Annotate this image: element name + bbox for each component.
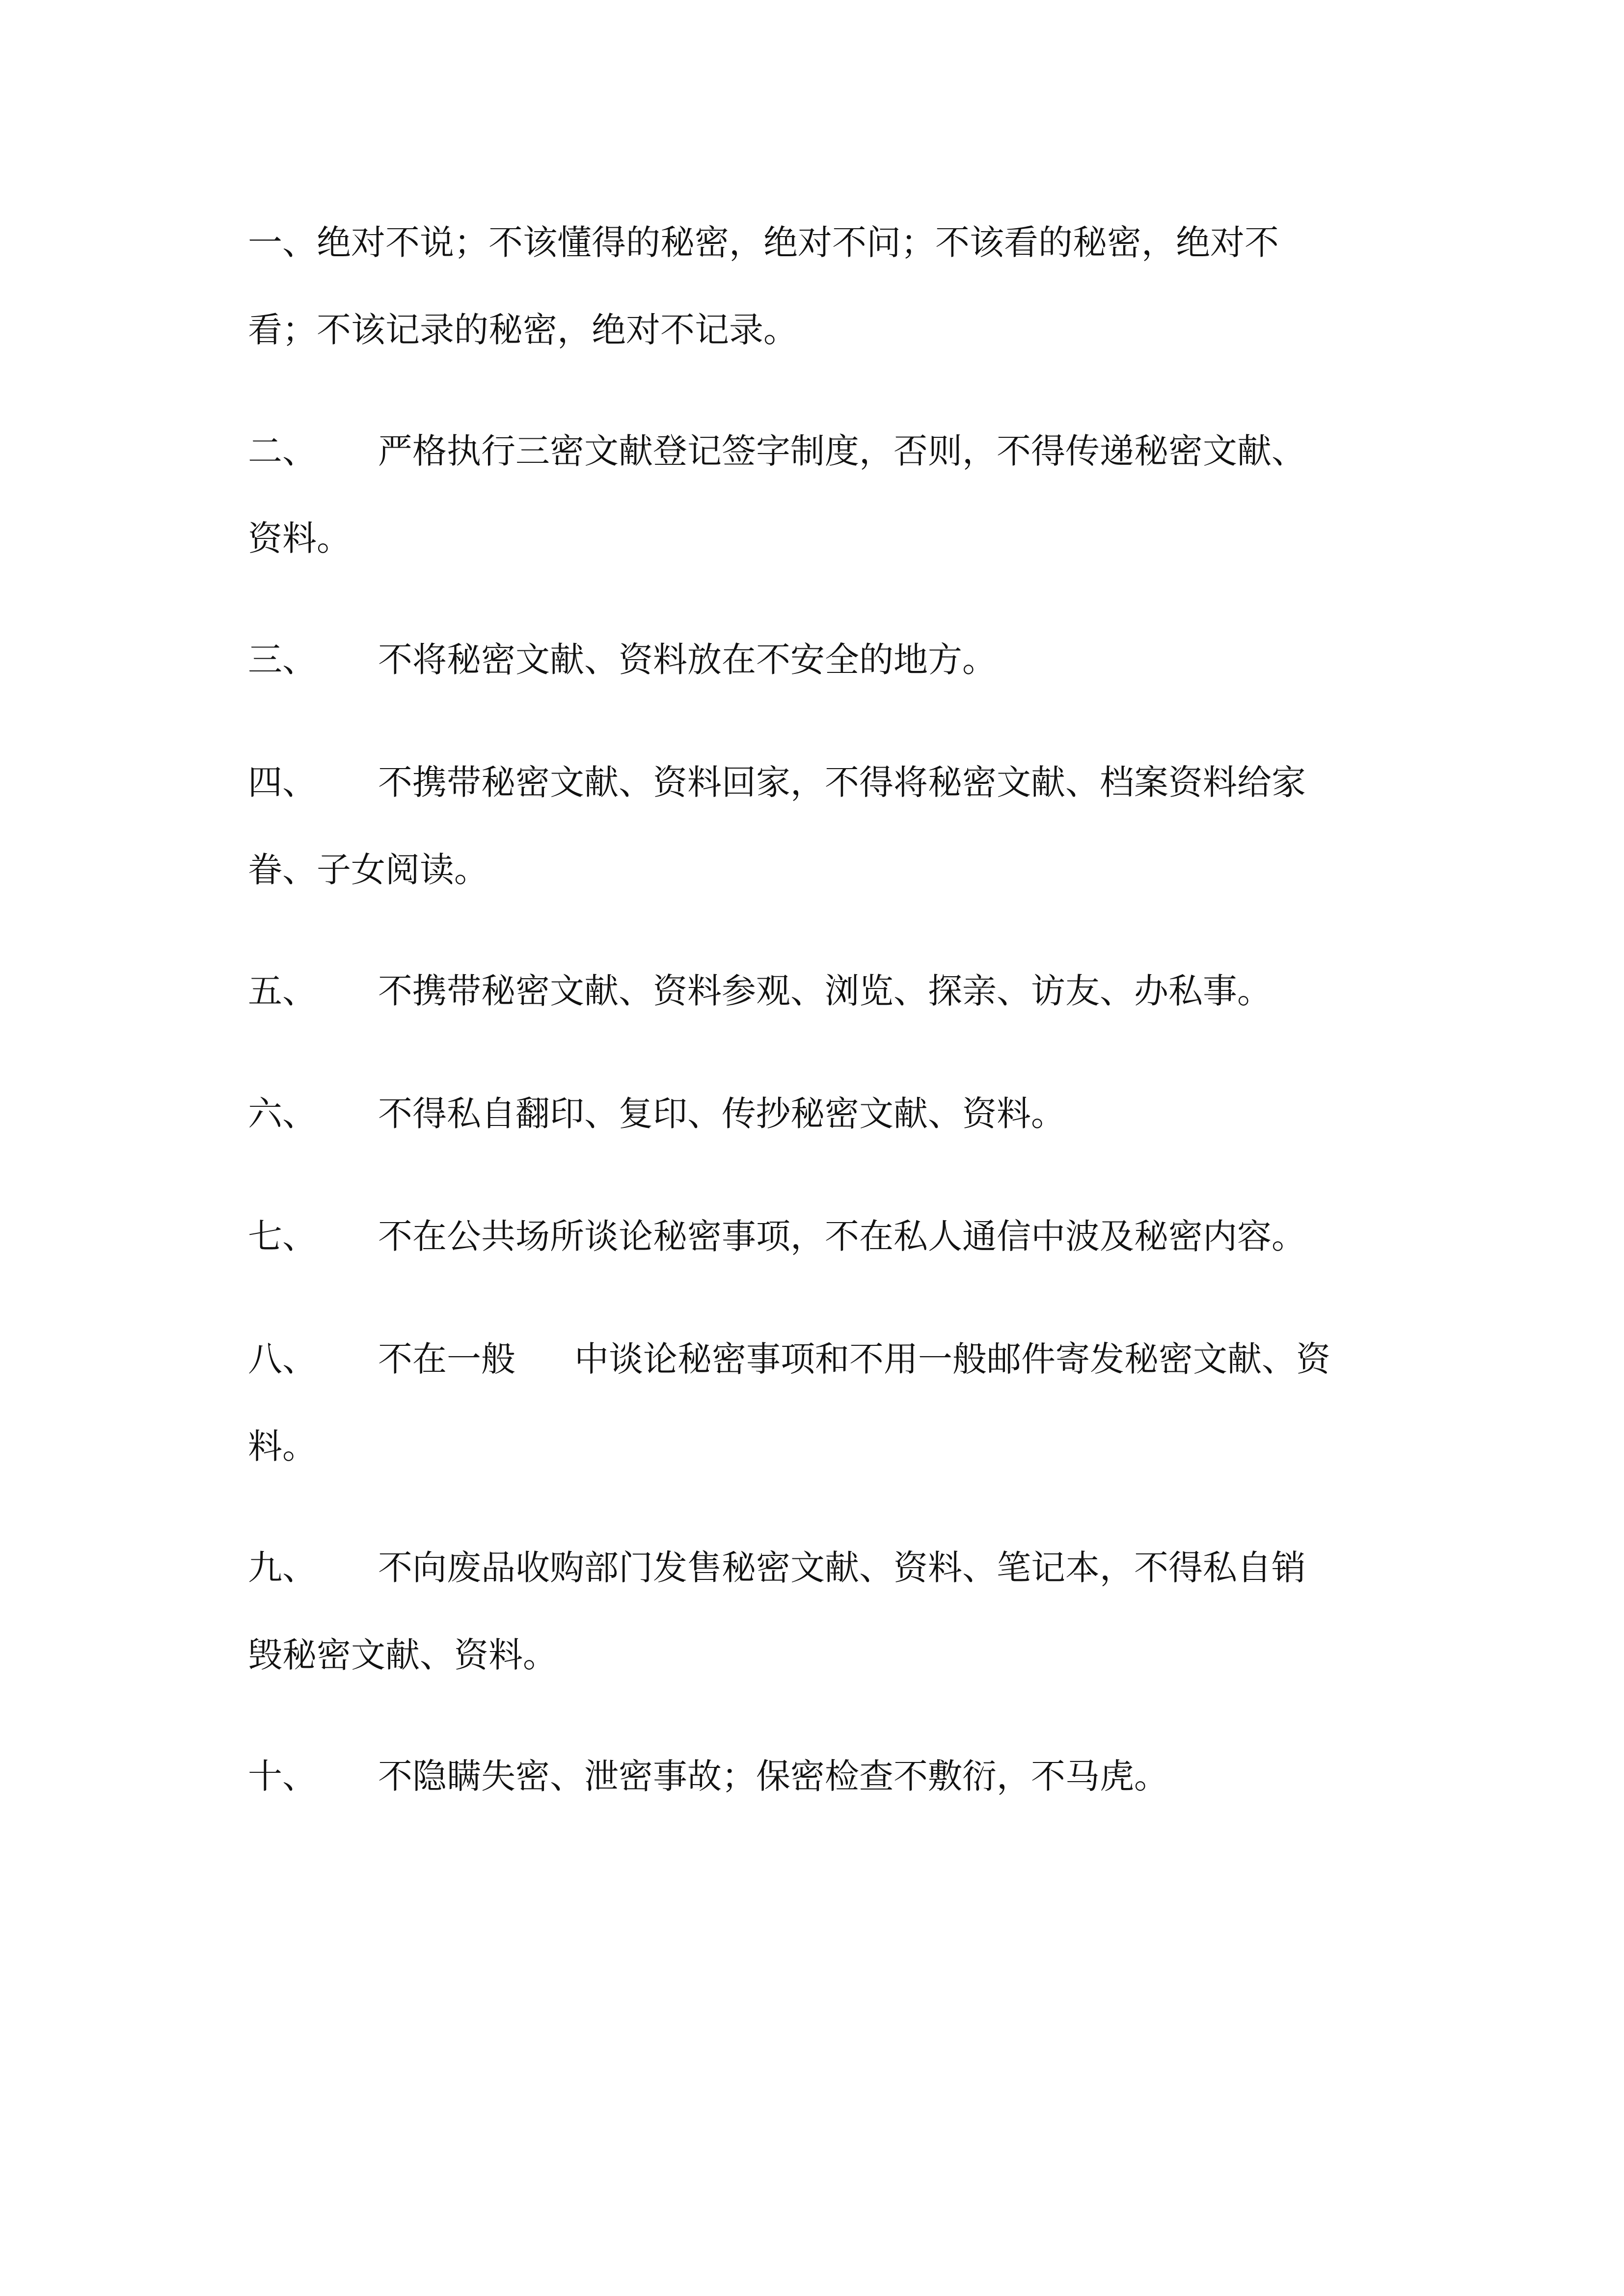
item-2-line-1 — [248, 407, 1407, 495]
item-3-text-1: 不将秘密文献、资料放在不安全的地方。 — [378, 640, 997, 680]
list-item-1 — [248, 199, 1407, 374]
item-1-text-2: 看；不该记录的秘密，绝对不记录。 — [248, 310, 798, 350]
item-8-line-1 — [248, 1315, 1407, 1403]
item-4-line-1 — [248, 739, 1407, 826]
list-item-4 — [248, 739, 1407, 913]
list-item-5 — [248, 947, 1407, 1035]
item-9-line-1 — [248, 1524, 1407, 1611]
list-item-8 — [248, 1315, 1407, 1490]
list-item-3 — [248, 616, 1407, 703]
item-4-text-2: 眷、子女阅读。 — [248, 850, 488, 890]
list-item-2 — [248, 407, 1407, 582]
item-1-number: 一、 — [248, 222, 317, 263]
item-9-text-1: 不向废品收购部门发售秘密文献、资料、笔记本，不得私自销 — [378, 1548, 1306, 1588]
list-item-7 — [248, 1193, 1407, 1280]
item-6-text-1: 不得私自翻印、复印、传抄秘密文献、资料。 — [378, 1094, 1065, 1134]
item-7-line-1 — [248, 1193, 1407, 1280]
item-7-text-1: 不在公共场所谈论秘密事项，不在私人通信中波及秘密内容。 — [378, 1216, 1306, 1256]
list-item-10 — [248, 1733, 1407, 1820]
item-10-line-1 — [248, 1733, 1407, 1820]
item-3-line-1 — [248, 616, 1407, 703]
item-8-number: 八、 — [248, 1339, 317, 1379]
item-5-number: 五、 — [248, 971, 317, 1011]
item-3-number: 三、 — [248, 640, 317, 680]
item-1-line-1 — [248, 199, 1407, 286]
item-2-text-1: 严格执行三密文献登记签字制度，否则，不得传递秘密文献、 — [378, 431, 1306, 471]
item-5-text-1: 不携带秘密文献、资料参观、浏览、探亲、访友、办私事。 — [378, 971, 1272, 1011]
item-9-number: 九、 — [248, 1548, 317, 1588]
item-2-line-2 — [248, 495, 1407, 582]
item-5-line-1 — [248, 947, 1407, 1035]
item-4-text-1: 不携带秘密文献、资料回家，不得将秘密文献、档案资料给家 — [378, 762, 1306, 802]
item-1-line-2 — [248, 286, 1407, 374]
item-1-text-1: 绝对不说；不该懂得的秘密，绝对不问；不该看的秘密，绝对不 — [317, 222, 1279, 263]
item-6-number: 六、 — [248, 1094, 317, 1134]
item-8-text-2: 料。 — [248, 1426, 317, 1467]
item-9-line-2 — [248, 1611, 1407, 1699]
item-2-number: 二、 — [248, 431, 317, 471]
item-4-number: 四、 — [248, 762, 317, 802]
list-item-6 — [248, 1070, 1407, 1157]
item-9-text-2: 毁秘密文献、资料。 — [248, 1635, 557, 1675]
item-8-text-1b: 中谈论秘密事项和不用一般邮件寄发秘密文献、资 — [574, 1339, 1330, 1379]
item-7-number: 七、 — [248, 1216, 317, 1256]
item-4-line-2 — [248, 826, 1407, 913]
item-6-line-1 — [248, 1070, 1407, 1157]
item-10-text-1: 不隐瞒失密、泄密事故；保密检查不敷衍，不马虎。 — [378, 1756, 1168, 1796]
item-8-text-1a: 不在一般 — [378, 1339, 515, 1379]
list-item-9 — [248, 1524, 1407, 1699]
item-8-line-2 — [248, 1403, 1407, 1490]
item-10-number: 十、 — [248, 1756, 317, 1796]
item-2-text-2: 资料。 — [248, 518, 351, 559]
